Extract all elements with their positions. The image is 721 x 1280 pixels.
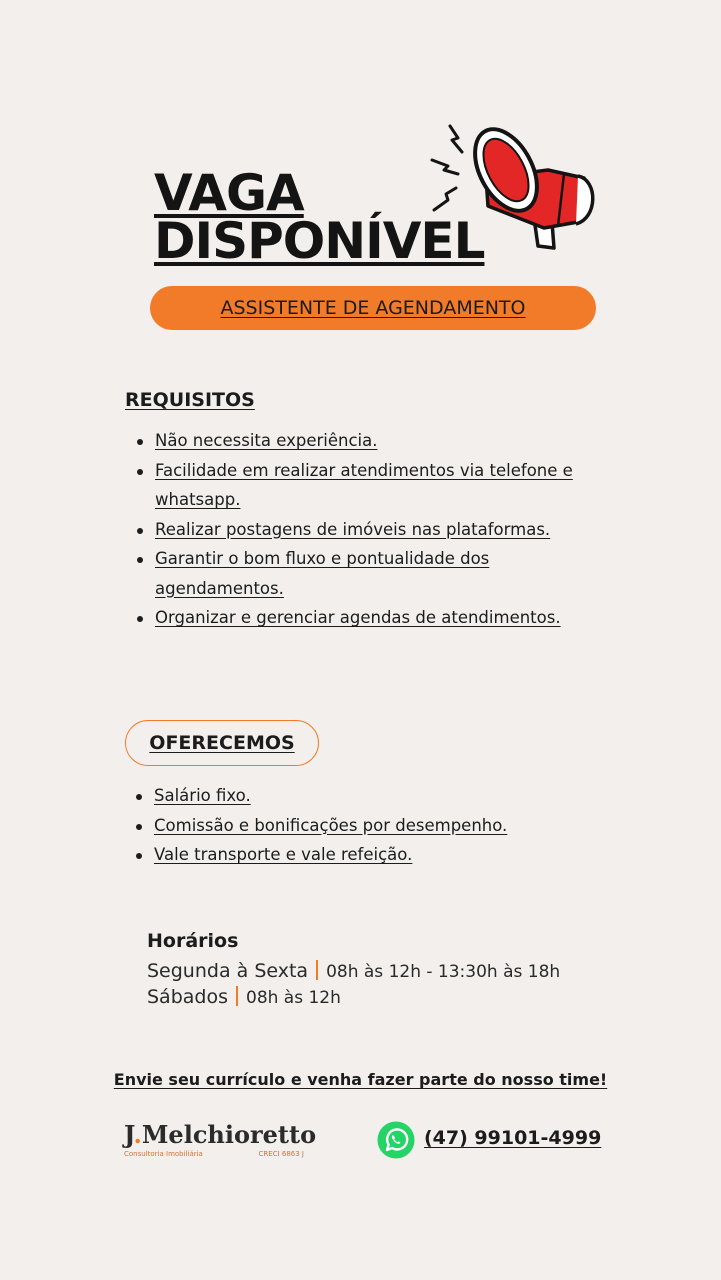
title-line-2: DISPONÍVEL	[154, 212, 485, 270]
schedule-times: 08h às 12h	[246, 988, 341, 1008]
logo-creci: CRECI 6863 J	[258, 1150, 304, 1158]
requirements-heading: REQUISITOS	[125, 389, 255, 411]
offers-heading: OFERECEMOS	[149, 732, 295, 754]
call-to-action: Envie seu currículo e venha fazer parte do nosso time!	[113, 1070, 608, 1089]
list-item: Salário fixo.	[134, 781, 614, 811]
position-label: ASSISTENTE DE AGENDAMENTO	[220, 297, 526, 319]
logo-subtitle: Consultoria Imobiliária	[124, 1150, 203, 1158]
logo-name: J.Melchioretto	[124, 1120, 317, 1149]
list-item: Não necessita experiência.	[135, 426, 605, 456]
megaphone-icon	[428, 118, 600, 266]
list-item: Facilidade em realizar atendimentos via telefone e whatsapp.	[135, 456, 605, 515]
list-item: Garantir o bom fluxo e pontualidade dos agendamentos.	[135, 544, 605, 603]
position-badge	[150, 286, 596, 330]
schedule-row-weekdays	[147, 960, 560, 982]
company-logo	[124, 1120, 316, 1158]
phone-number[interactable]: (47) 99101-4999	[424, 1127, 602, 1149]
list-item: Realizar postagens de imóveis nas plataformas.	[135, 515, 605, 545]
offers-list	[134, 781, 614, 870]
schedule-days: Segunda à Sexta	[147, 960, 309, 982]
list-item: Comissão e bonificações por desempenho.	[134, 811, 614, 841]
list-item: Vale transporte e vale refeição.	[134, 840, 614, 870]
list-item: Organizar e gerenciar agendas de atendimentos.	[135, 603, 605, 633]
schedule-times: 08h às 12h - 13:30h às 18h	[326, 962, 561, 982]
requirements-list	[135, 426, 605, 633]
title-line-1: VAGA	[154, 164, 304, 222]
offers-badge	[125, 720, 319, 766]
schedule-row-saturday	[147, 986, 341, 1008]
whatsapp-icon[interactable]	[377, 1121, 415, 1159]
schedule-days: Sábados	[147, 986, 228, 1008]
schedule-heading: Horários	[147, 930, 239, 952]
